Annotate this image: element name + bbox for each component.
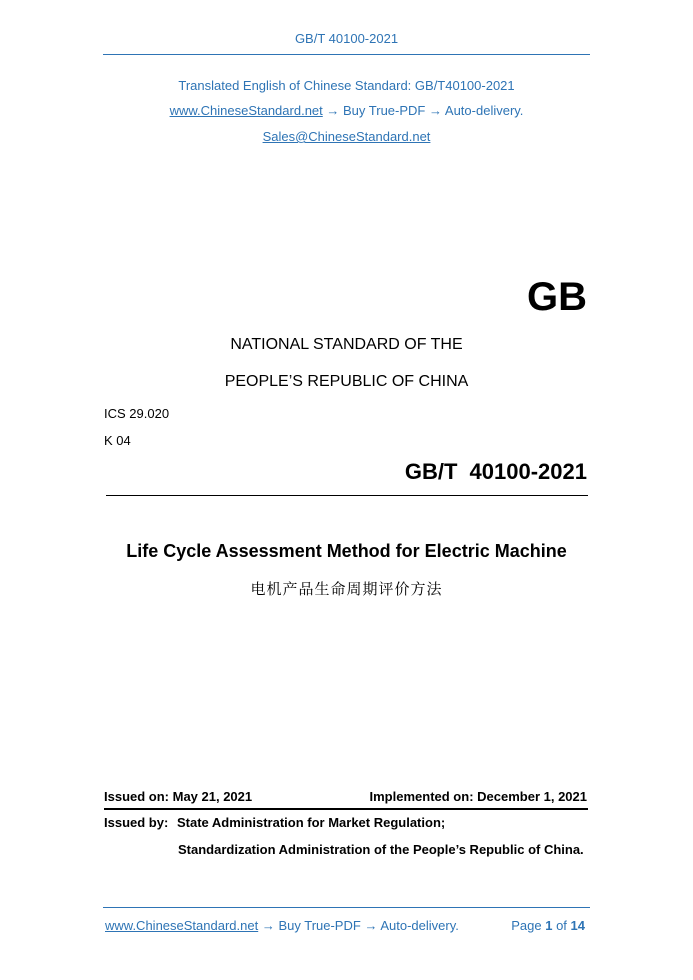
page-current: 1 [545, 918, 553, 933]
translation-notice: Translated English of Chinese Standard: GB/T40100-2021 [178, 78, 515, 93]
arrow-right-icon: → [261, 918, 275, 933]
sales-email-link[interactable]: Sales@ChineseStandard.net [262, 129, 431, 144]
footer-divider [103, 907, 590, 908]
email-line [0, 129, 693, 144]
page-indicator [511, 918, 585, 933]
header-standard-code: GB/T 40100-2021 [294, 31, 399, 46]
gb-mark: GB [527, 275, 587, 319]
issued-by-label: Issued by: [104, 815, 169, 830]
standard-number: GB/T 40100-2021 [404, 459, 587, 484]
page-of: of [556, 918, 567, 933]
header-divider [103, 54, 590, 55]
classification-code: K 04 [104, 433, 131, 448]
footer-delivery-text: Auto-delivery. [380, 918, 459, 933]
issued-on-date: Issued on: May 21, 2021 [104, 789, 253, 804]
arrow-right-icon: → [429, 103, 442, 118]
footer-purchase-line [105, 918, 459, 933]
footer-buy-text: Buy True-PDF [278, 918, 361, 933]
arrow-right-icon: → [326, 103, 340, 118]
title-chinese: 电机产品生命周期评价方法 [250, 581, 443, 598]
national-standard-line1: NATIONAL STANDARD OF THE [230, 336, 463, 353]
footer-site-link[interactable]: www.ChineseStandard.net [105, 918, 259, 933]
arrow-right-icon: → [364, 918, 378, 933]
purchase-line [0, 103, 693, 118]
standard-number-divider [106, 495, 588, 496]
auto-delivery-text: Auto-delivery. [444, 103, 524, 118]
issuer-2: Standardization Administration of the People’s Republic of China. [178, 842, 584, 857]
page-total: 14 [570, 918, 585, 933]
issuer-1: State Administration for Market Regulation; [177, 815, 446, 830]
implemented-on-date: Implemented on: December 1, 2021 [369, 789, 587, 804]
buy-pdf-text: Buy True-PDF [343, 103, 426, 118]
site-link[interactable]: www.ChineseStandard.net [169, 103, 323, 118]
ics-code: ICS 29.020 [104, 406, 170, 421]
national-standard-line2: PEOPLE’S REPUBLIC OF CHINA [224, 373, 469, 390]
dates-divider [104, 808, 588, 810]
title-english: Life Cycle Assessment Method for Electric Machine [126, 541, 567, 561]
page-label: Page [511, 918, 542, 933]
